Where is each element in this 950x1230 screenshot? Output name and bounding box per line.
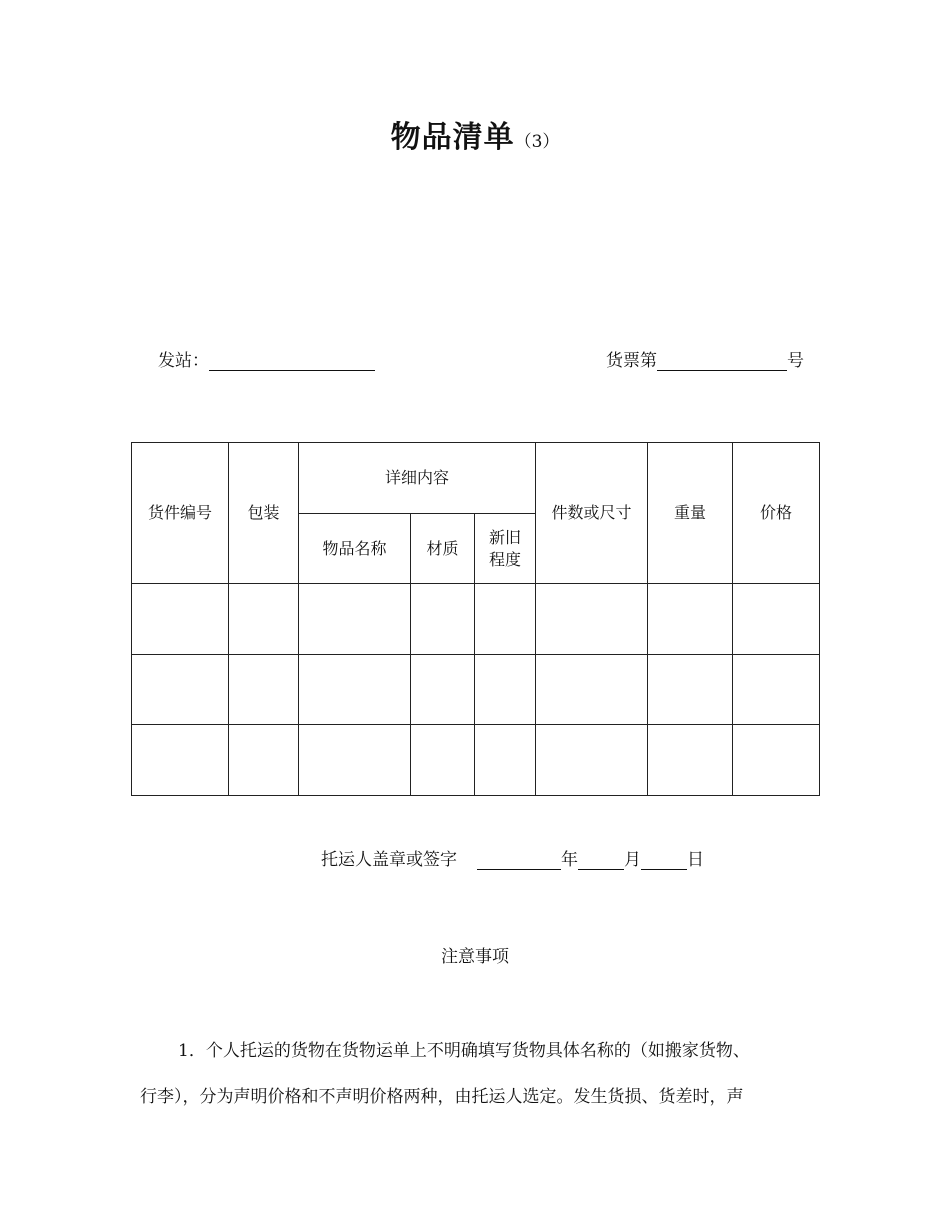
- ticket-number-input-line[interactable]: [657, 351, 787, 371]
- notes-title: 注意事项: [441, 947, 509, 967]
- table-cell[interactable]: [411, 725, 475, 796]
- table-cell[interactable]: [299, 725, 411, 796]
- items-table: [131, 442, 820, 796]
- table-cell[interactable]: [229, 725, 299, 796]
- table-row: [132, 584, 820, 655]
- table-cell[interactable]: [475, 584, 536, 655]
- subheader-condition-line2: 程度: [488, 549, 521, 569]
- table-cell[interactable]: [536, 655, 648, 725]
- month-label: 月: [624, 850, 641, 870]
- table-cell[interactable]: [648, 584, 733, 655]
- table-row: [132, 725, 820, 796]
- ticket-suffix: 号: [787, 351, 804, 371]
- col-header-id: 货件编号: [132, 443, 229, 584]
- ticket-prefix: 货票第: [606, 351, 657, 371]
- page-title: [0, 112, 950, 156]
- day-input-line[interactable]: [641, 849, 687, 870]
- table-header-row: [132, 443, 820, 514]
- year-input-line[interactable]: [477, 849, 561, 870]
- station-label: 发站：: [158, 351, 209, 371]
- day-label: 日: [687, 850, 704, 870]
- table-cell[interactable]: [132, 655, 229, 725]
- notes-paragraph-line: 行李），分为声明价格和不声明价格两种，由托运人选定。发生货损、货差时，声: [140, 1087, 744, 1107]
- table-cell[interactable]: [733, 655, 820, 725]
- signature-row: [321, 845, 704, 870]
- table-row: [132, 655, 820, 725]
- table-cell[interactable]: [536, 725, 648, 796]
- table-cell[interactable]: [299, 584, 411, 655]
- table-cell[interactable]: [411, 584, 475, 655]
- table-cell[interactable]: [648, 655, 733, 725]
- subheader-condition: [475, 514, 536, 584]
- col-header-detail: 详细内容: [299, 443, 536, 514]
- table-cell[interactable]: [132, 725, 229, 796]
- station-input-line[interactable]: [209, 351, 375, 371]
- table-cell[interactable]: [411, 655, 475, 725]
- col-header-pack: 包装: [229, 443, 299, 584]
- table-cell[interactable]: [475, 725, 536, 796]
- col-header-price: 价格: [733, 443, 820, 584]
- table-cell[interactable]: [229, 584, 299, 655]
- title-main: 物品清单: [390, 120, 515, 155]
- title-suffix: （3）: [514, 132, 560, 152]
- table-cell[interactable]: [299, 655, 411, 725]
- subheader-condition-line1: 新旧: [488, 527, 521, 547]
- table-cell[interactable]: [132, 584, 229, 655]
- table-cell[interactable]: [733, 584, 820, 655]
- month-input-line[interactable]: [578, 849, 624, 870]
- year-label: 年: [561, 850, 578, 870]
- subheader-name: 物品名称: [299, 514, 411, 584]
- col-header-qty: 件数或尺寸: [536, 443, 648, 584]
- table-cell[interactable]: [229, 655, 299, 725]
- table-cell[interactable]: [733, 725, 820, 796]
- subheader-material: 材质: [411, 514, 475, 584]
- col-header-weight: 重量: [648, 443, 733, 584]
- table-cell[interactable]: [648, 725, 733, 796]
- table-cell[interactable]: [536, 584, 648, 655]
- notes-paragraph-line: 1．个人托运的货物在货物运单上不明确填写货物具体名称的（如搬家货物、: [178, 1041, 750, 1061]
- station-field: [158, 346, 375, 370]
- signature-label: 托运人盖章或签字: [321, 850, 457, 870]
- ticket-field: [606, 346, 804, 370]
- table-cell[interactable]: [475, 655, 536, 725]
